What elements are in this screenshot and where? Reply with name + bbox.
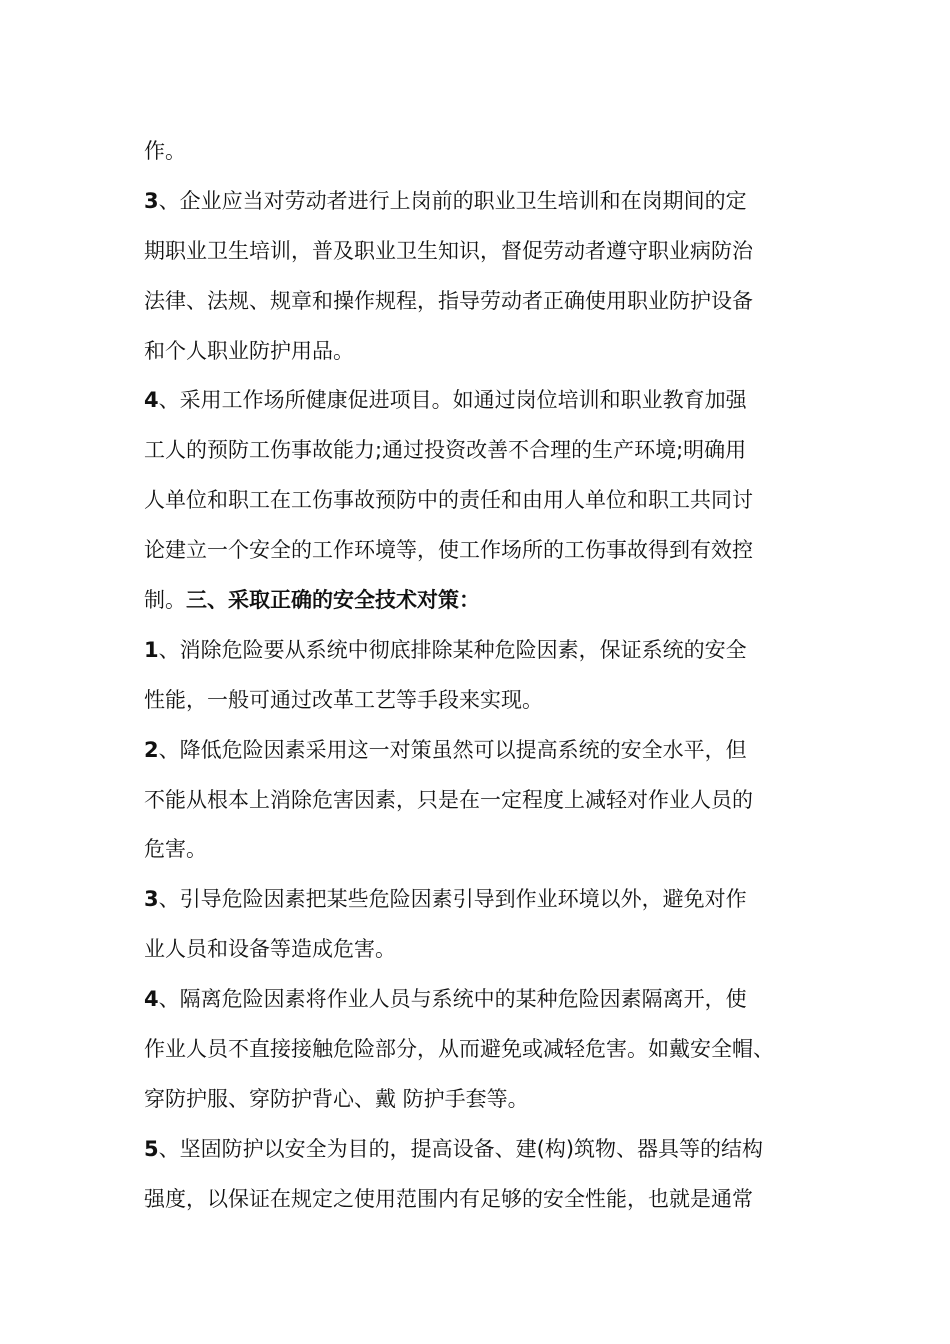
line-text: 作业人员不直接接触危险部分，从而避免或减轻危害。如戴安全帽、 (144, 1037, 774, 1062)
line-text: 不能从根本上消除危害因素，只是在一定程度上减轻对作业人员的 (144, 787, 753, 812)
item-number: 1 (144, 637, 159, 662)
text-line (144, 1075, 814, 1125)
text-line (144, 925, 814, 975)
line-text: 作。 (144, 139, 186, 163)
line-text: 、消除危险要从系统中彻底排除某种危险因素，保证系统的安全 (158, 637, 747, 662)
text-line (144, 626, 814, 676)
item-number: 2 (144, 737, 159, 762)
document-body (144, 127, 814, 1225)
item-number: 4 (144, 987, 159, 1012)
text-line (144, 227, 814, 277)
line-text: 危害。 (144, 837, 207, 862)
text-line (144, 526, 814, 576)
line-text: 制。 (144, 588, 186, 613)
line-text: 人单位和职工在工伤事故预防中的责任和由用人单位和职工共同讨 (144, 488, 753, 513)
text-line (144, 576, 814, 626)
line-text: 性能，一般可通过改革工艺等手段来实现。 (144, 687, 543, 712)
line-text: 工人的预防工伤事故能力;通过投资改善不合理的生产环境;明确用 (144, 438, 747, 463)
text-line (144, 376, 814, 426)
line-text: 和个人职业防护用品。 (144, 338, 354, 363)
item-number: 3 (144, 188, 159, 213)
text-line (144, 1025, 814, 1075)
line-text: 、企业应当对劳动者进行上岗前的职业卫生培训和在岗期间的定 (158, 188, 747, 213)
text-line (144, 127, 814, 177)
line-text: 、降低危险因素采用这一对策虽然可以提高系统的安全水平，但 (158, 737, 747, 762)
line-text: 期职业卫生培训，普及职业卫生知识，督促劳动者遵守职业病防治 (144, 238, 753, 263)
line-text: 、引导危险因素把某些危险因素引导到作业环境以外，避免对作 (158, 887, 747, 912)
text-line (144, 975, 814, 1025)
text-line (144, 177, 814, 227)
line-text: 业人员和设备等造成危害。 (144, 937, 396, 962)
line-text: 、隔离危险因素将作业人员与系统中的某种危险因素隔离开，使 (158, 987, 747, 1012)
text-line (144, 1125, 814, 1175)
line-text: 强度，以保证在规定之使用范围内有足够的安全性能，也就是通常 (144, 1186, 753, 1211)
line-text: 、采用工作场所健康促进项目。如通过岗位培训和职业教育加强 (158, 388, 747, 413)
line-text: 穿防护服、穿防护背心、戴 防护手套等。 (144, 1086, 529, 1111)
text-line (144, 476, 814, 526)
line-text: 法律、法规、规章和操作规程，指导劳动者正确使用职业防护设备 (144, 288, 753, 313)
item-number: 5 (144, 1136, 159, 1161)
line-text: 、坚固防护以安全为目的，提高设备、建(构)筑物、器具等的结构 (158, 1136, 764, 1161)
text-line (144, 1175, 814, 1225)
text-line (144, 327, 814, 377)
text-line (144, 726, 814, 776)
text-line (144, 676, 814, 726)
section-heading: 三、采取正确的安全技术对策： (186, 588, 480, 613)
text-line (144, 277, 814, 327)
text-line (144, 825, 814, 875)
item-number: 3 (144, 887, 159, 912)
item-number: 4 (144, 388, 159, 413)
text-line (144, 426, 814, 476)
line-text: 论建立一个安全的工作环境等，使工作场所的工伤事故得到有效控 (144, 538, 753, 563)
text-line (144, 875, 814, 925)
text-line (144, 776, 814, 826)
